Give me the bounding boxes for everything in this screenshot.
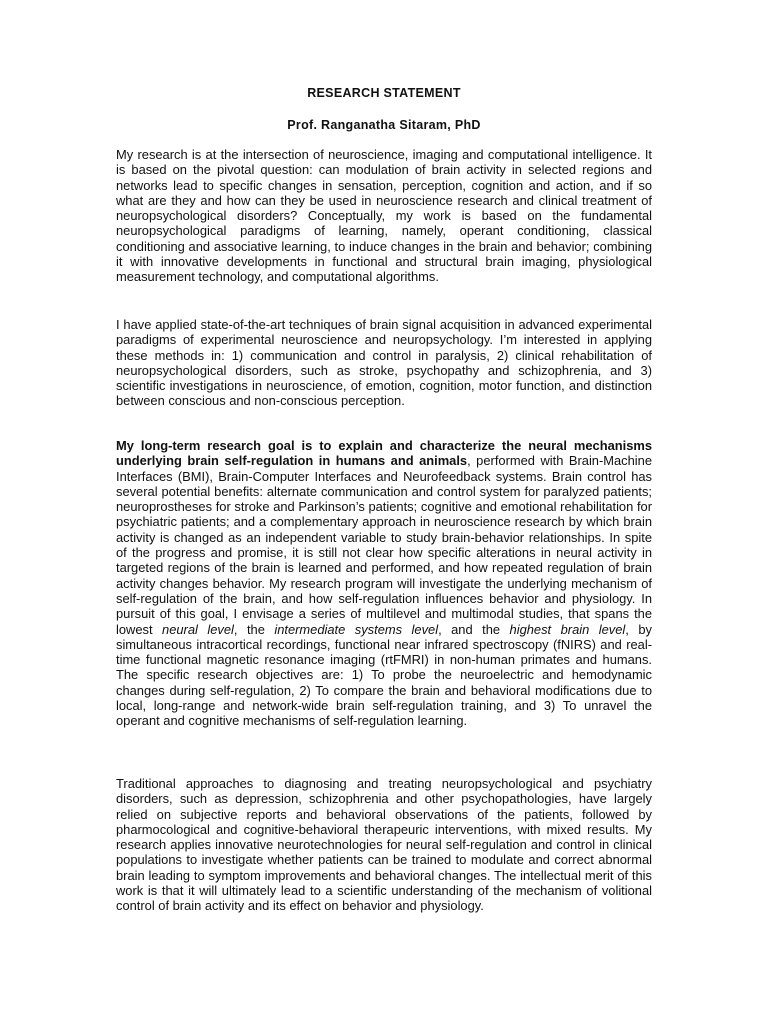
- highest-brain-level-italic: highest brain level: [509, 621, 626, 637]
- document-author: Prof. Ranganatha Sitaram, PhD: [287, 118, 481, 132]
- research-goal-bold-lead: My long-term research goal is to explain and characterize the neural mechanisms underlying brain self-regulation in humans and animals: [116, 438, 652, 469]
- paragraph-3: [116, 438, 652, 729]
- paragraph-1: My research is at the intersection of neuroscience, imaging and computational intelligence. It is based on the pivotal question: can modulation of brain activity in selected regions and networks lead to specific changes in sensation, perception, cognition and action, and if so what are they and how can they be used in neuroscience research and clinical treatment of neuropsychological disorders? Conceptually, my work is based on the fundamental neuropsychological paradigms of learning, namely, operant conditioning, classical conditioning and associative learning, to induce changes in the brain and behavior; combining it with innovative developments in functional and structural brain imaging, physiological measurement technology, and computational algorithms.: [116, 147, 652, 285]
- paragraph-2: I have applied state-of-the-art techniques of brain signal acquisition in advanced experimental paradigms of experimental neuroscience and neuropsychology. I’m interested in applying these methods in: 1) communication and control in paralysis, 2) clinical rehabilitation of neuropsychological disorders, such as stroke, psychopathy and schizophrenia, and 3) scientific investigations in neuroscience, of emotion, cognition, motor function, and distinction between conscious and non-conscious perception.: [116, 317, 652, 409]
- paragraph-4: Traditional approaches to diagnosing and treating neuropsychological and psychiatry disorders, such as depression, schizophrenia and other psychopathologies, have largely relied on subjective reports and behavioral observations of the patients, followed by pharmocological and cognitive-behavioral therapeuric interventions, with mixed results. My research applies innovative neurotechnologies for neural self-regulation and control in clinical populations to investigate whether patients can be trained to modulate and correct abnormal brain leading to symptom improvements and behavioral changes. The intellectual merit of this work is that it will ultimately lead to a scientific understanding of the mechanism of volitional control of brain activity and its effect on behavior and physiology.: [116, 776, 652, 914]
- paragraph-3-text-b: , the: [233, 621, 275, 637]
- paragraph-3-text-a: , performed with Brain-Machine Interfaces (BMI), Brain-Computer Interfaces and Neurofeedback systems. Brain control has several potential benefits: alternate communication and control system for paralyzed patients; neuroprostheses for stroke and Parkinson’s patients; cognitive and emotional rehabilitation for psychiatric patients; and a complementary approach in neuroscience research by which brain activity is changed as an independent variable to study brain-behavior relationships. In spite of the progress and promise, it is still not clear how specific alterations in neural activity in targeted regions of the brain is learned and performed, and how repeated regulation of brain activity changes behavior. My research program will investigate the underlying mechanism of self-regulation of the brain, and how self-regulation influences behavior and physiology. In pursuit of this goal, I envisage a series of multilevel and multimodal studies, that spans the lowest: [116, 453, 652, 637]
- neural-level-italic: neural level: [162, 621, 234, 637]
- paragraph-3-text-c: , and the: [438, 621, 510, 637]
- intermediate-systems-level-italic: intermediate systems level: [274, 621, 439, 637]
- document-title: RESEARCH STATEMENT: [307, 86, 461, 100]
- paragraph-3-text-d: , by simultaneous intracortical recordings, functional near infrared spectroscopy (fNIRS) and real-time functional magnetic resonance imaging (rtFMRI) in non-human primates and humans. The specific research objectives are: 1) To probe the neuroelectric and hemodynamic changes during self-regulation, 2) To compare the brain and behavioral modifications due to local, long-range and network-wide brain self-regulation training, and 3) To unravel the operant and cognitive mechanisms of self-regulation learning.: [116, 621, 652, 729]
